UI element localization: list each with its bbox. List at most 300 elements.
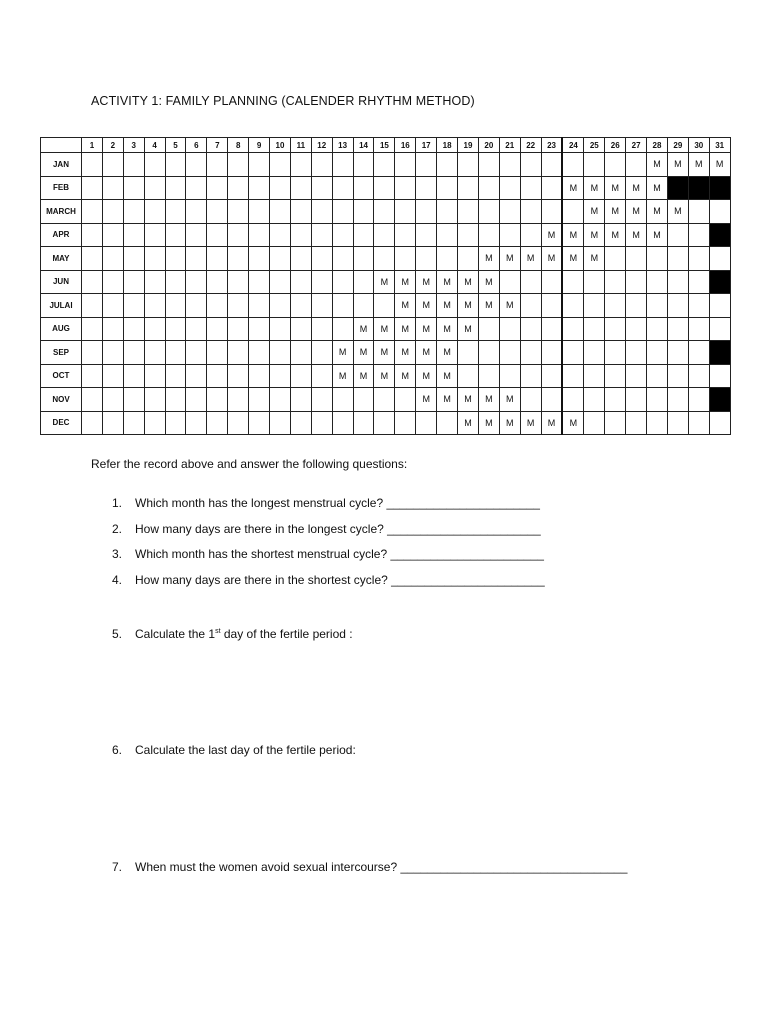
day-cell xyxy=(395,223,416,247)
day-cell xyxy=(458,153,479,177)
menstruation-mark: M xyxy=(667,153,688,177)
day-cell xyxy=(688,341,709,365)
question-7 xyxy=(112,860,627,874)
day-cell xyxy=(520,317,541,341)
day-header-cell: 27 xyxy=(626,138,647,153)
day-cell xyxy=(541,200,562,224)
worksheet-title: ACTIVITY 1: FAMILY PLANNING (CALENDER RHYTHM METHOD) xyxy=(91,94,475,108)
menstruation-mark: M xyxy=(626,223,647,247)
day-cell xyxy=(207,411,228,435)
day-cell xyxy=(416,247,437,271)
day-cell xyxy=(499,270,520,294)
month-row xyxy=(41,341,731,365)
month-label: DEC xyxy=(41,411,82,435)
menstruation-mark: M xyxy=(541,411,562,435)
day-cell xyxy=(270,317,291,341)
day-cell xyxy=(207,176,228,200)
day-cell xyxy=(207,153,228,177)
day-header-cell: 22 xyxy=(520,138,541,153)
day-cell xyxy=(416,200,437,224)
menstruation-mark: M xyxy=(395,317,416,341)
day-cell xyxy=(709,364,730,388)
day-cell xyxy=(541,294,562,318)
month-label: SEP xyxy=(41,341,82,365)
day-cell xyxy=(82,223,103,247)
day-cell xyxy=(186,176,207,200)
menstruation-mark: M xyxy=(541,247,562,271)
day-cell xyxy=(186,223,207,247)
day-cell xyxy=(290,364,311,388)
day-cell xyxy=(228,388,249,412)
day-cell xyxy=(228,270,249,294)
day-cell xyxy=(228,153,249,177)
day-cell xyxy=(311,176,332,200)
day-cell xyxy=(165,270,186,294)
day-cell xyxy=(520,388,541,412)
day-cell xyxy=(332,200,353,224)
day-cell xyxy=(228,411,249,435)
day-cell xyxy=(478,200,499,224)
menstruation-mark: M xyxy=(499,294,520,318)
day-cell xyxy=(290,153,311,177)
day-cell xyxy=(520,176,541,200)
day-cell xyxy=(228,364,249,388)
day-cell xyxy=(458,364,479,388)
menstruation-mark: M xyxy=(374,341,395,365)
day-cell xyxy=(605,341,626,365)
day-cell xyxy=(144,223,165,247)
day-cell xyxy=(605,411,626,435)
day-cell xyxy=(311,341,332,365)
day-cell xyxy=(290,176,311,200)
day-cell xyxy=(290,270,311,294)
question-3 xyxy=(112,547,544,561)
day-cell xyxy=(165,317,186,341)
day-header-cell: 28 xyxy=(647,138,668,153)
menstruation-mark: M xyxy=(605,223,626,247)
day-cell xyxy=(270,200,291,224)
menstruation-mark: M xyxy=(520,247,541,271)
day-cell xyxy=(709,411,730,435)
day-cell xyxy=(667,388,688,412)
day-cell xyxy=(102,247,123,271)
day-cell xyxy=(374,153,395,177)
month-label: MAY xyxy=(41,247,82,271)
day-cell xyxy=(207,294,228,318)
day-header-cell: 1 xyxy=(82,138,103,153)
day-cell xyxy=(499,153,520,177)
day-cell xyxy=(186,270,207,294)
day-cell xyxy=(520,153,541,177)
menstruation-mark: M xyxy=(647,200,668,224)
day-cell xyxy=(144,153,165,177)
day-cell xyxy=(290,200,311,224)
day-cell xyxy=(165,200,186,224)
menstruation-mark: M xyxy=(584,200,605,224)
day-cell xyxy=(562,200,583,224)
day-cell xyxy=(605,294,626,318)
day-cell xyxy=(249,364,270,388)
day-cell xyxy=(353,411,374,435)
question-4 xyxy=(112,573,545,587)
day-cell xyxy=(478,364,499,388)
day-cell xyxy=(311,388,332,412)
day-cell xyxy=(290,341,311,365)
day-cell xyxy=(584,294,605,318)
day-header-cell: 15 xyxy=(374,138,395,153)
day-cell xyxy=(353,176,374,200)
day-cell xyxy=(499,341,520,365)
day-cell xyxy=(562,364,583,388)
day-cell xyxy=(186,247,207,271)
day-cell xyxy=(102,317,123,341)
day-header-row xyxy=(41,138,731,153)
day-cell xyxy=(541,364,562,388)
day-cell xyxy=(123,247,144,271)
day-header-cell: 4 xyxy=(144,138,165,153)
day-cell xyxy=(541,176,562,200)
shaded-cell xyxy=(709,388,730,412)
day-cell xyxy=(688,223,709,247)
day-header-cell: 30 xyxy=(688,138,709,153)
day-cell xyxy=(207,341,228,365)
menstruation-mark: M xyxy=(437,341,458,365)
day-cell xyxy=(102,341,123,365)
day-cell xyxy=(541,341,562,365)
day-cell xyxy=(667,270,688,294)
day-cell xyxy=(353,247,374,271)
day-cell xyxy=(144,200,165,224)
day-cell xyxy=(667,341,688,365)
day-cell xyxy=(332,153,353,177)
menstruation-mark: M xyxy=(626,200,647,224)
day-header-cell: 14 xyxy=(353,138,374,153)
day-cell xyxy=(374,388,395,412)
day-cell xyxy=(207,364,228,388)
day-cell xyxy=(709,200,730,224)
day-cell xyxy=(688,270,709,294)
day-cell xyxy=(626,294,647,318)
menstruation-mark: M xyxy=(647,153,668,177)
day-cell xyxy=(270,411,291,435)
question-number: 3. xyxy=(112,547,123,561)
day-cell xyxy=(374,200,395,224)
day-cell xyxy=(541,388,562,412)
menstruation-mark: M xyxy=(667,200,688,224)
day-cell xyxy=(709,317,730,341)
day-cell xyxy=(647,317,668,341)
day-cell xyxy=(562,341,583,365)
day-header-cell: 2 xyxy=(102,138,123,153)
day-cell xyxy=(688,388,709,412)
day-cell xyxy=(605,388,626,412)
day-cell xyxy=(123,388,144,412)
day-cell xyxy=(186,341,207,365)
day-cell xyxy=(374,223,395,247)
day-cell xyxy=(626,270,647,294)
day-cell xyxy=(144,411,165,435)
month-row xyxy=(41,200,731,224)
day-header-cell: 12 xyxy=(311,138,332,153)
day-cell xyxy=(626,341,647,365)
day-cell xyxy=(165,411,186,435)
menstruation-mark: M xyxy=(478,270,499,294)
day-header-cell: 20 xyxy=(478,138,499,153)
day-cell xyxy=(520,200,541,224)
day-cell xyxy=(123,294,144,318)
menstruation-mark: M xyxy=(499,388,520,412)
menstruation-mark: M xyxy=(458,411,479,435)
day-cell xyxy=(270,247,291,271)
day-cell xyxy=(123,317,144,341)
menstruation-mark: M xyxy=(332,341,353,365)
menstruation-mark: M xyxy=(332,364,353,388)
day-cell xyxy=(249,388,270,412)
day-cell xyxy=(249,270,270,294)
day-cell xyxy=(207,200,228,224)
day-cell xyxy=(270,153,291,177)
menstruation-mark: M xyxy=(395,364,416,388)
day-cell xyxy=(499,200,520,224)
menstruation-mark: M xyxy=(478,247,499,271)
question-6 xyxy=(112,743,356,757)
day-cell xyxy=(228,317,249,341)
day-cell xyxy=(584,317,605,341)
day-cell xyxy=(584,341,605,365)
day-cell xyxy=(290,294,311,318)
menstruation-mark: M xyxy=(458,388,479,412)
menstruation-mark: M xyxy=(395,270,416,294)
day-cell xyxy=(584,388,605,412)
month-row xyxy=(41,153,731,177)
menstruation-mark: M xyxy=(605,176,626,200)
day-cell xyxy=(709,294,730,318)
day-cell xyxy=(144,341,165,365)
day-cell xyxy=(144,388,165,412)
day-header-cell: 10 xyxy=(270,138,291,153)
shaded-cell xyxy=(709,176,730,200)
corner-cell xyxy=(41,138,82,153)
day-header-cell: 16 xyxy=(395,138,416,153)
menstruation-mark: M xyxy=(416,317,437,341)
question-number: 7. xyxy=(112,860,123,874)
day-cell xyxy=(82,364,103,388)
menstruation-mark: M xyxy=(709,153,730,177)
month-label: APR xyxy=(41,223,82,247)
day-cell xyxy=(395,411,416,435)
day-cell xyxy=(626,317,647,341)
day-cell xyxy=(165,176,186,200)
day-cell xyxy=(688,411,709,435)
menstruation-mark: M xyxy=(353,341,374,365)
day-cell xyxy=(123,200,144,224)
shaded-cell xyxy=(709,270,730,294)
day-header-cell: 17 xyxy=(416,138,437,153)
day-cell xyxy=(311,223,332,247)
day-cell xyxy=(290,247,311,271)
day-cell xyxy=(353,223,374,247)
day-cell xyxy=(626,153,647,177)
day-cell xyxy=(144,176,165,200)
day-header-cell: 8 xyxy=(228,138,249,153)
day-cell xyxy=(102,200,123,224)
question-number: 4. xyxy=(112,573,123,587)
menstruation-mark: M xyxy=(562,223,583,247)
menstruation-mark: M xyxy=(499,247,520,271)
day-cell xyxy=(647,388,668,412)
day-header-cell: 19 xyxy=(458,138,479,153)
day-cell xyxy=(290,223,311,247)
day-cell xyxy=(458,223,479,247)
day-cell xyxy=(332,223,353,247)
day-cell xyxy=(144,317,165,341)
menstruation-mark: M xyxy=(395,294,416,318)
day-cell xyxy=(353,270,374,294)
day-cell xyxy=(186,294,207,318)
menstruation-mark: M xyxy=(626,176,647,200)
day-cell xyxy=(478,223,499,247)
question-1 xyxy=(112,496,540,510)
day-cell xyxy=(123,411,144,435)
day-cell xyxy=(270,294,291,318)
day-cell xyxy=(228,341,249,365)
day-cell xyxy=(165,223,186,247)
menstruation-mark: M xyxy=(562,176,583,200)
menstruation-mark: M xyxy=(562,247,583,271)
day-cell xyxy=(584,411,605,435)
day-cell xyxy=(290,411,311,435)
instruction-text: Refer the record above and answer the following questions: xyxy=(91,457,408,471)
day-cell xyxy=(562,317,583,341)
menstruation-mark: M xyxy=(478,388,499,412)
day-cell xyxy=(311,317,332,341)
menstruation-mark: M xyxy=(437,388,458,412)
day-cell xyxy=(353,200,374,224)
question-text-post: day of the fertile period : xyxy=(220,627,353,641)
menstruation-mark: M xyxy=(353,364,374,388)
day-cell xyxy=(82,341,103,365)
menstruation-mark: M xyxy=(416,341,437,365)
day-cell xyxy=(270,176,291,200)
day-cell xyxy=(458,341,479,365)
day-cell xyxy=(437,223,458,247)
day-cell xyxy=(332,176,353,200)
day-cell xyxy=(186,411,207,435)
day-cell xyxy=(416,176,437,200)
day-cell xyxy=(82,270,103,294)
day-cell xyxy=(82,317,103,341)
menstruation-mark: M xyxy=(437,294,458,318)
question-text: How many days are there in the longest cycle? _______________________ xyxy=(135,522,541,536)
day-cell xyxy=(102,294,123,318)
day-cell xyxy=(165,294,186,318)
day-cell xyxy=(605,247,626,271)
day-cell xyxy=(374,176,395,200)
menstruation-mark: M xyxy=(458,270,479,294)
month-row xyxy=(41,294,731,318)
day-cell xyxy=(249,294,270,318)
month-row xyxy=(41,411,731,435)
day-cell xyxy=(249,153,270,177)
month-row xyxy=(41,223,731,247)
day-cell xyxy=(102,270,123,294)
day-cell xyxy=(667,294,688,318)
month-label: FEB xyxy=(41,176,82,200)
day-cell xyxy=(165,388,186,412)
month-row xyxy=(41,317,731,341)
month-row xyxy=(41,364,731,388)
day-header-cell: 23 xyxy=(541,138,562,153)
day-header-cell: 11 xyxy=(290,138,311,153)
day-cell xyxy=(374,247,395,271)
day-cell xyxy=(249,341,270,365)
day-cell xyxy=(520,294,541,318)
day-cell xyxy=(82,247,103,271)
day-cell xyxy=(667,247,688,271)
day-cell xyxy=(520,270,541,294)
day-cell xyxy=(520,364,541,388)
day-cell xyxy=(228,247,249,271)
menstruation-mark: M xyxy=(688,153,709,177)
day-cell xyxy=(605,270,626,294)
menstruation-mark: M xyxy=(458,294,479,318)
day-cell xyxy=(584,364,605,388)
shaded-cell xyxy=(709,341,730,365)
day-cell xyxy=(353,153,374,177)
day-cell xyxy=(605,317,626,341)
question-text: How many days are there in the shortest cycle? _______________________ xyxy=(135,573,545,587)
day-cell xyxy=(562,388,583,412)
day-cell xyxy=(395,176,416,200)
month-label: JAN xyxy=(41,153,82,177)
day-cell xyxy=(584,270,605,294)
menstruation-mark: M xyxy=(374,270,395,294)
day-cell xyxy=(186,317,207,341)
day-cell xyxy=(165,364,186,388)
menstruation-mark: M xyxy=(647,223,668,247)
day-cell xyxy=(290,317,311,341)
day-cell xyxy=(332,411,353,435)
day-cell xyxy=(102,411,123,435)
question-text: Which month has the shortest menstrual cycle? _______________________ xyxy=(135,547,544,561)
day-cell xyxy=(270,341,291,365)
day-cell xyxy=(478,176,499,200)
day-header-cell: 13 xyxy=(332,138,353,153)
question-5 xyxy=(112,627,353,641)
day-cell xyxy=(688,247,709,271)
day-header-cell: 6 xyxy=(186,138,207,153)
day-cell xyxy=(144,294,165,318)
day-cell xyxy=(688,364,709,388)
day-cell xyxy=(311,294,332,318)
day-cell xyxy=(458,176,479,200)
month-label: OCT xyxy=(41,364,82,388)
day-cell xyxy=(207,388,228,412)
menstruation-mark: M xyxy=(374,317,395,341)
day-cell xyxy=(688,200,709,224)
ordinal-suffix: st xyxy=(215,628,221,635)
day-cell xyxy=(437,176,458,200)
month-label: AUG xyxy=(41,317,82,341)
day-header-cell: 5 xyxy=(165,138,186,153)
menstruation-mark: M xyxy=(458,317,479,341)
day-cell xyxy=(395,153,416,177)
menstruation-mark: M xyxy=(437,270,458,294)
day-cell xyxy=(207,270,228,294)
day-cell xyxy=(102,364,123,388)
day-cell xyxy=(353,294,374,318)
menstruation-mark: M xyxy=(478,294,499,318)
